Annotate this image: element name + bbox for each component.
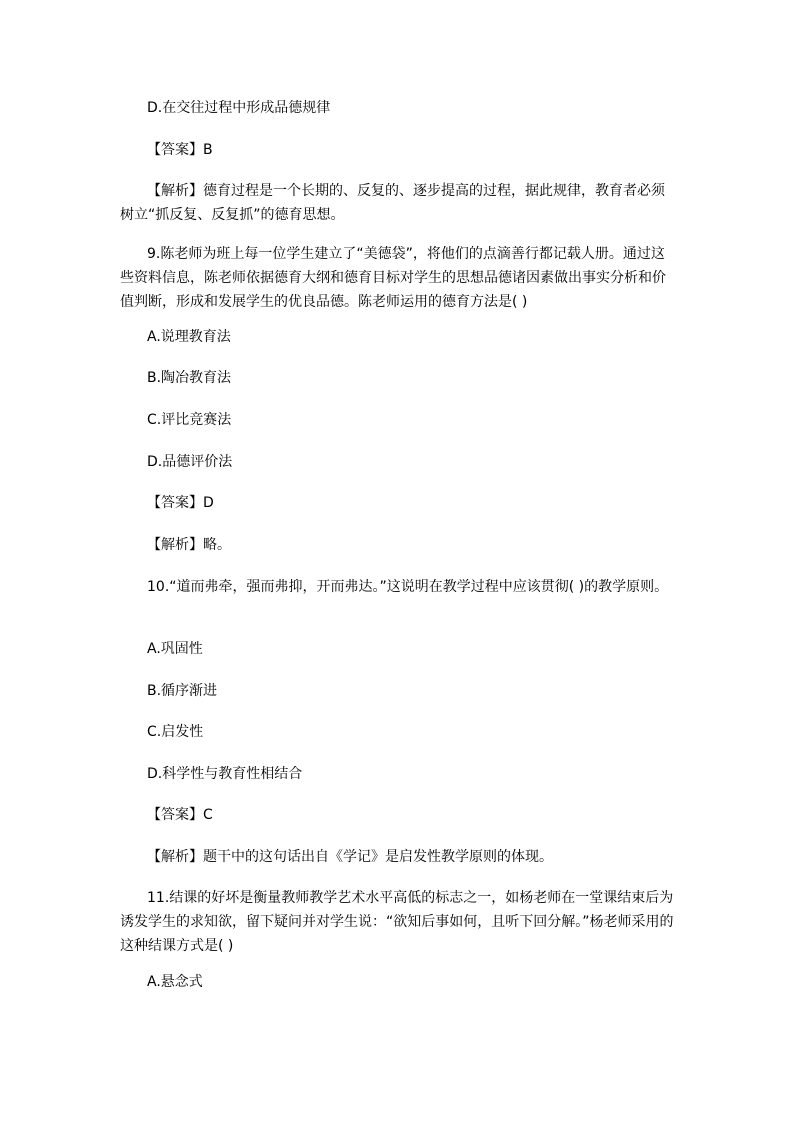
- q9-analysis: 【解析】略。: [147, 537, 231, 553]
- q9-question: 9.陈老师为班上每一位学生建立了“美德袋”，将他们的点滴善行都记载人册。通过这些资料信息，陈老师依据德育大纲和德育目标对学生的思想品德诸因素做出事实分析和价值判断，形成和发展学生的优良品德。陈老师运用的德育方法是( ): [120, 246, 666, 310]
- q8-analysis: 【解析】德育过程是一个长期的、反复的、逐步提高的过程，据此规律，教育者必须树立“抓反复、反复抓”的德育思想。: [120, 183, 665, 223]
- q10-option-b: B.循序渐进: [147, 683, 218, 699]
- q8-answer: 【答案】B: [147, 142, 213, 158]
- q10-option-d: D.科学性与教育性相结合: [147, 766, 303, 782]
- q9-option-b: B.陶冶教育法: [147, 370, 232, 386]
- q9-option-d: D.品德评价法: [147, 454, 233, 470]
- q9-option-c: C.评比竞赛法: [147, 412, 232, 428]
- q11-question: 11.结课的好坏是衡量教师教学艺术水平高低的标志之一，如杨老师在一堂课结束后为诱发学生的求知欲，留下疑问并对学生说：“欲知后事如何，且听下回分解。”杨老师采用的这种结课方式是( ): [120, 890, 674, 954]
- q9-answer: 【答案】D: [147, 495, 214, 511]
- q10-option-c: C.启发性: [147, 724, 204, 740]
- q10-answer: 【答案】C: [147, 807, 213, 823]
- q10-question: 10.“道而弗牵，强而弗抑，开而弗达。”这说明在教学过程中应该贯彻( )的教学原则。: [147, 579, 669, 595]
- q10-analysis: 【解析】题干中的这句话出自《学记》是启发性教学原则的体现。: [147, 849, 553, 865]
- q9-option-a: A.说理教育法: [147, 329, 231, 345]
- q10-option-a: A.巩固性: [147, 641, 203, 657]
- q8-option-d: D.在交往过程中形成品德规律: [147, 100, 331, 116]
- q11-option-a: A.悬念式: [147, 974, 203, 990]
